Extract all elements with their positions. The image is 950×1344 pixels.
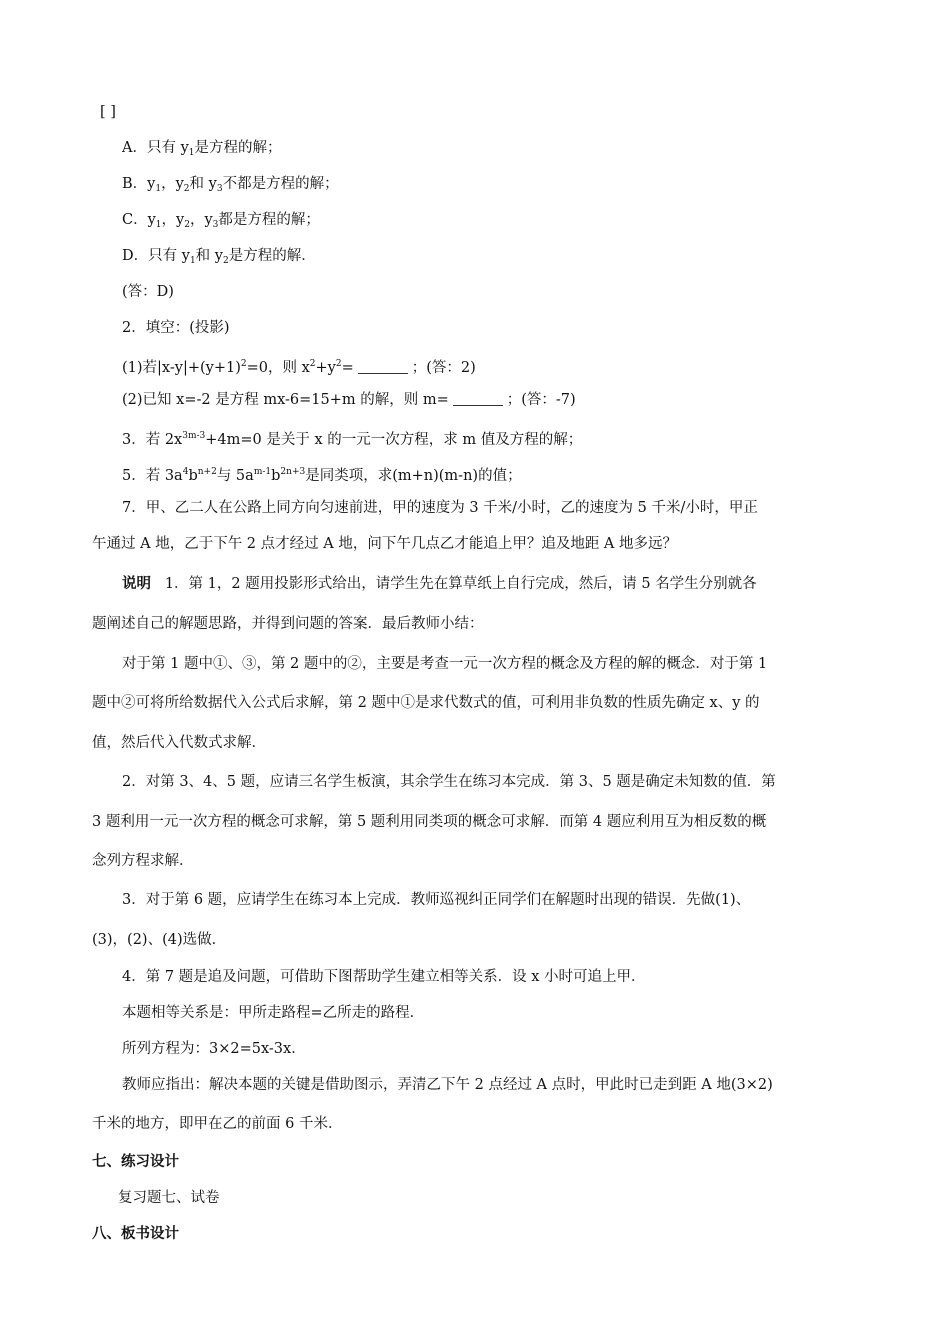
question-2: 2．填空：(投影) xyxy=(122,320,230,336)
para-1-line-3: 值，然后代入代数式求解． xyxy=(92,735,266,751)
para-1-line-1: 对于第 1 题中①、③，第 2 题中的②，主要是考查一元一次方程的概念及方程的解的概念．对于第 1 xyxy=(122,656,768,672)
question-7-line-1: 7．甲、乙二人在公路上同方向匀速前进，甲的速度为 3 千米/小时，乙的速度为 5 千米/小时，甲正 xyxy=(122,500,758,516)
para-2-line-3: 念列方程求解． xyxy=(92,853,194,869)
para-2-line-2: 3 题利用一元一次方程的概念可求解，第 5 题利用同类项的概念可求解．而第 4 题应利用互为相反数的概 xyxy=(92,814,767,830)
question-7-line-2: 午通过 A 地，乙于下午 2 点才经过 A 地，问下午几点乙才能追上甲？追及地距 A 地多远？ xyxy=(92,536,678,552)
answer-blank xyxy=(358,359,408,374)
answer-bracket: [ ] xyxy=(100,104,116,120)
note-label: 说明 xyxy=(122,576,151,592)
para-7-line-2: 千米的地方，即甲在乙的前面 6 千米． xyxy=(92,1116,343,1132)
option-a: A．只有 $y_1$是方程的解； xyxy=(122,140,282,158)
section-heading-7: 七、练习设计 xyxy=(92,1154,179,1170)
para-2-line-1: 2．对第 3、4、5 题，应请三名学生板演，其余学生在练习本完成．第 3、5 题是确定未知数的值．第 xyxy=(122,774,776,790)
question-5: 5．若 $3a^4b^{n+2}$与 $5a^{m-1}b^{2n+3}$是同类项，求(m+n)(m-n)的值； xyxy=(122,467,522,484)
section-heading-8: 八、板书设计 xyxy=(92,1226,179,1242)
note-line-2: 题阐述自己的解题思路，并得到问题的答案．最后教师小结： xyxy=(92,616,484,632)
para-6: 所列方程为：3×2=5x-3x． xyxy=(122,1041,306,1057)
para-1-line-2: 题中②可将所给数据代入公式后求解，第 2 题中①是求代数式的值，可利用非负数的性质先确定 x、y 的 xyxy=(92,695,760,711)
question-3: 3．若 $2x^{3m-3}+4m=0$ 是关于 x 的一元一次方程，求 m 值及方程的解； xyxy=(122,431,583,448)
option-c: C．$y_1$，$y_2$，$y_3$都是方程的解； xyxy=(122,212,320,230)
note-line-1: 说明 1．第 1，2 题用投影形式给出，请学生先在算草纸上自行完成，然后，请 5 名学生分别就各 xyxy=(122,576,757,592)
question-2-2: (2)已知 x=-2 是方程 mx-6=15+m 的解，则 m= ；(答：-7) xyxy=(122,392,576,408)
option-d: D．只有 $y_1$和 $y_2$是方程的解． xyxy=(122,248,316,266)
question-2-1: (1)若$|x-y|+(y+1)^2=0$，则 $x^2+y^2=$ ；(答：2) xyxy=(122,359,476,376)
para-7-line-1: 教师应指出：解决本题的关键是借助图示，弄清乙下午 2 点经过 A 点时，甲此时已走到距 A 地(3×2) xyxy=(122,1077,773,1093)
section-7-body: 复习题七、试卷 xyxy=(118,1190,220,1206)
para-4: 4．第 7 题是追及问题，可借助下图帮助学生建立相等关系．设 x 小时可追上甲． xyxy=(122,969,646,985)
answer-1: (答：D) xyxy=(122,284,174,300)
para-3-line-2: (3)，(2)、(4)选做． xyxy=(92,932,227,948)
answer-blank xyxy=(453,391,503,406)
para-3-line-1: 3．对于第 6 题，应请学生在练习本上完成．教师巡视纠正同学们在解题时出现的错误．先做(1)、 xyxy=(122,892,751,908)
option-b: B．$y_1$，$y_2$和 $y_3$不都是方程的解； xyxy=(122,176,339,194)
para-5: 本题相等关系是：甲所走路程=乙所走的路程． xyxy=(122,1005,425,1021)
